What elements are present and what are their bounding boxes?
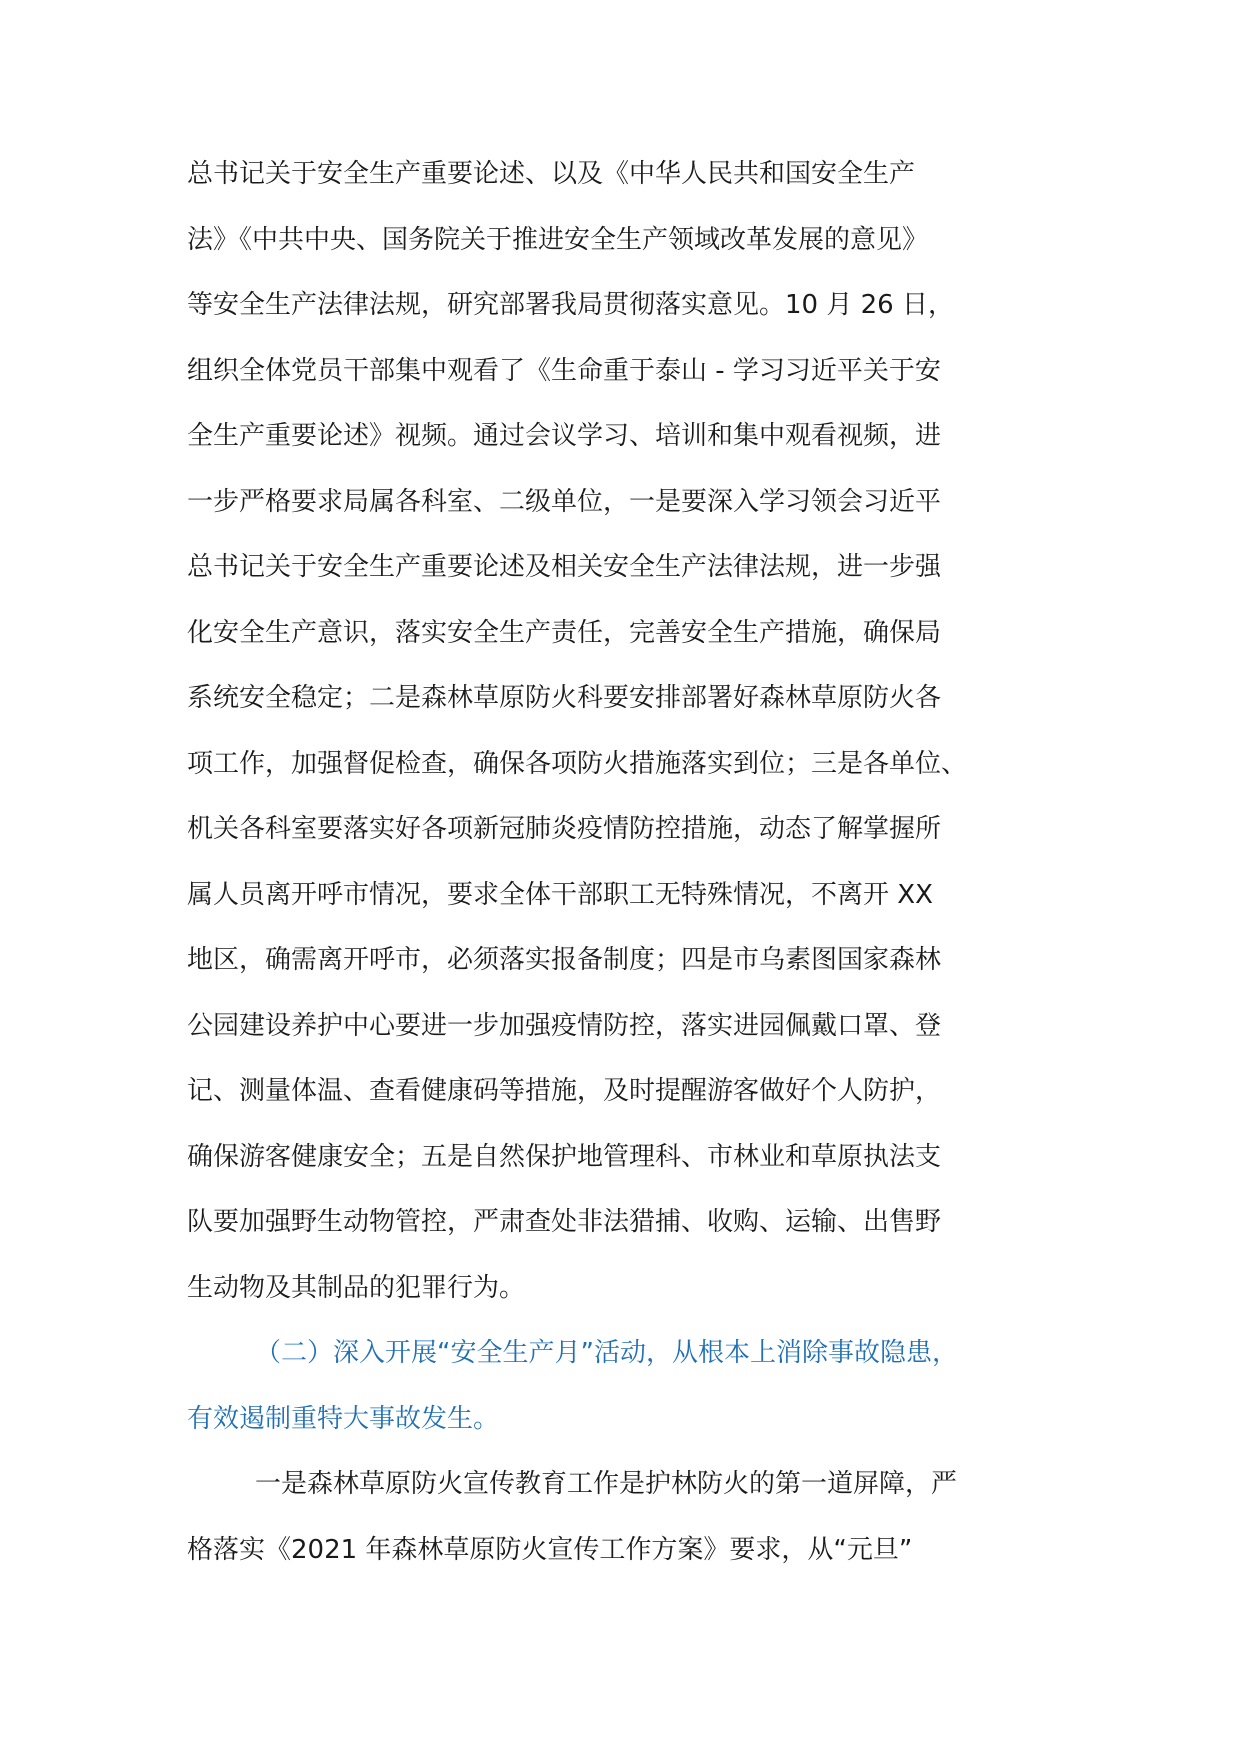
text-line: 机关各科室要落实好各项新冠肺炎疫情防控措施，动态了解掌握所 xyxy=(187,814,942,844)
text-line: 地区，确需离开呼市，必须落实报备制度；四是市乌素图国家森林 xyxy=(187,945,942,975)
text-line: 组织全体党员干部集中观看了《生命重于泰山 - 学习习近平关于安 xyxy=(187,355,941,386)
body-paragraph xyxy=(187,142,1067,1583)
text-line: 确保游客健康安全；五是自然保护地管理科、市林业和草原执法支 xyxy=(187,1141,942,1172)
text-line: 总书记关于安全生产重要论述及相关安全生产法律法规，进一步强 xyxy=(187,552,942,582)
text-line: 属人员离开呼市情况，要求全体干部职工无特殊情况，不离开 XX xyxy=(187,879,933,910)
text-line: 项工作，加强督促检查，确保各项防火措施落实到位；三是各单位、 xyxy=(187,748,968,779)
text-line: 生动物及其制品的犯罪行为。 xyxy=(187,1272,526,1303)
text-line: 等安全生产法律法规，研究部署我局贯彻落实意见。10 月 26 日， xyxy=(187,290,954,320)
text-line: 全生产重要论述》视频。通过会议学习、培训和集中观看视频，进 xyxy=(187,421,942,451)
text-line: 化安全生产意识，落实安全生产责任，完善安全生产措施，确保局 xyxy=(187,617,942,648)
text-line: 公园建设养护中心要进一步加强疫情防控，落实进园佩戴口罩、登 xyxy=(187,1010,942,1041)
text-line: 队要加强野生动物管控，严肃查处非法猎捕、收购、运输、出售野 xyxy=(187,1207,942,1237)
text-line: 记、测量体温、查看健康码等措施，及时提醒游客做好个人防护， xyxy=(187,1076,942,1106)
section-heading-line: （二）深入开展“安全生产月”活动，从根本上消除事故隐患， xyxy=(255,1338,958,1368)
text-line: 一步严格要求局属各科室、二级单位，一是要深入学习领会习近平 xyxy=(187,486,942,517)
text-line: 总书记关于安全生产重要论述、以及《中华人民共和国安全生产 xyxy=(187,159,916,189)
text-line: 系统安全稳定；二是森林草原防火科要安排部署好森林草原防火各 xyxy=(187,683,942,713)
text-line: 格落实《2021 年森林草原防火宣传工作方案》要求，从“元旦” xyxy=(187,1534,913,1565)
text-line: 一是森林草原防火宣传教育工作是护林防火的第一道屏障，严 xyxy=(255,1469,958,1499)
section-heading-line: 有效遏制重特大事故发生。 xyxy=(187,1403,500,1434)
text-line: 法》《中共中央、国务院关于推进安全生产领域改革发展的意见》 xyxy=(187,224,929,255)
